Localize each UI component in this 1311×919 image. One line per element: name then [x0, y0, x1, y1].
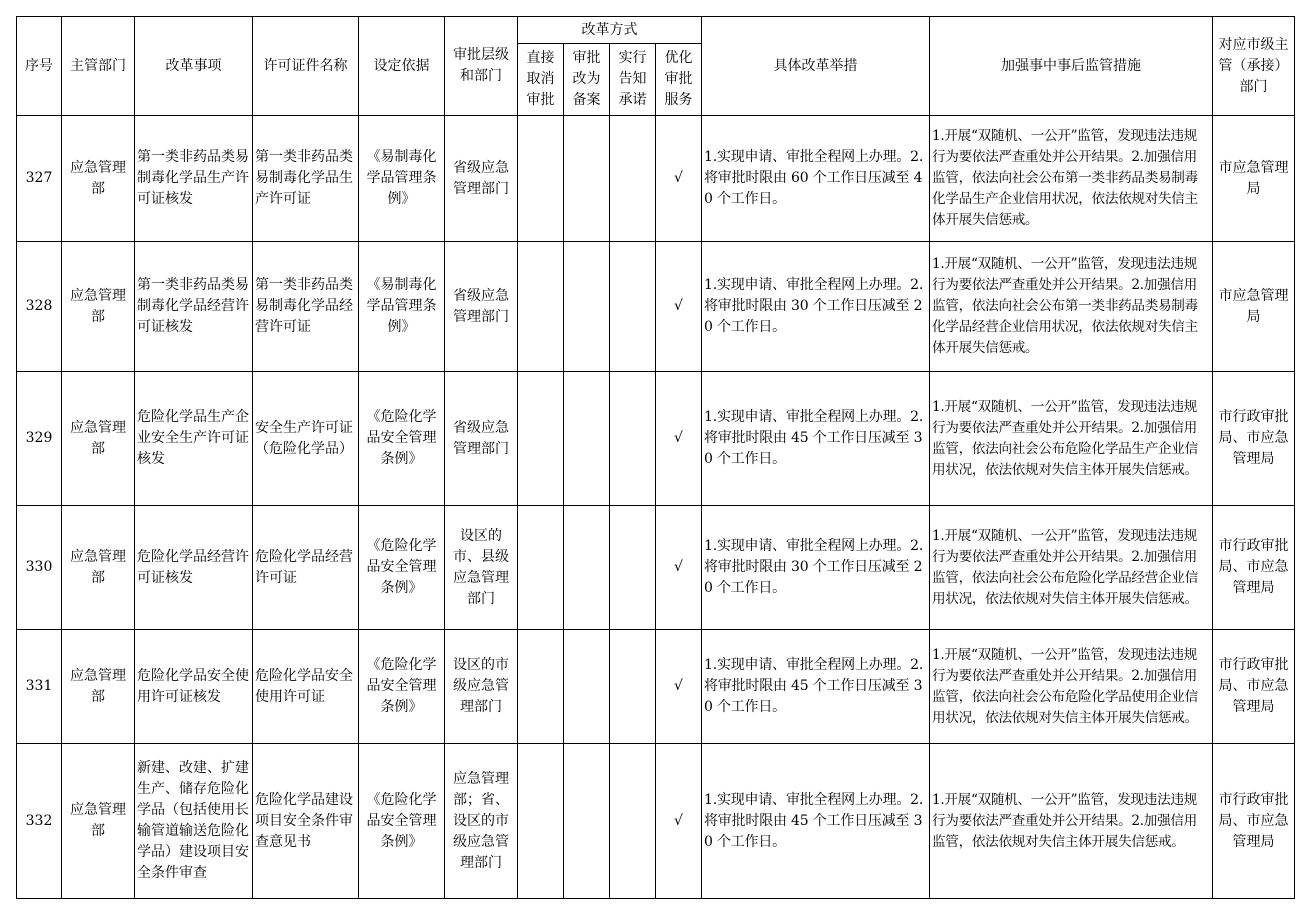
header-seq: 序号 — [17, 17, 62, 116]
check-mark: √ — [656, 744, 702, 899]
cell-level: 省级应急管理部门 — [445, 242, 518, 372]
table-row — [17, 372, 1295, 506]
header-measures: 具体改革举措 — [702, 17, 930, 116]
reform-items-table — [16, 16, 1295, 899]
header-dept: 主管部门 — [62, 17, 135, 116]
cell-dept: 应急管理部 — [62, 506, 135, 630]
cell-measures: 1.实现申请、审批全程网上办理。2.将审批时限由 30 个工作日压减至 20 个工作日。 — [702, 506, 930, 630]
header-method-optimize: 优化审批服务 — [656, 44, 702, 116]
cell-basis: 《危险化学品安全管理条例》 — [359, 744, 445, 899]
cell-method-notify — [610, 506, 656, 630]
cell-seq: 328 — [17, 242, 62, 372]
cell-method-record — [564, 506, 610, 630]
cell-basis: 《易制毒化学品管理条例》 — [359, 242, 445, 372]
cell-method-cancel — [518, 116, 564, 242]
table-row — [17, 242, 1295, 372]
cell-license: 危险化学品经营许可证 — [253, 506, 359, 630]
header-method-cancel: 直接取消审批 — [518, 44, 564, 116]
cell-dept: 应急管理部 — [62, 242, 135, 372]
cell-supervision: 1.开展“双随机、一公开”监管，发现违法违规行为要依法严查重处并公开结果。2.加强信用监管，依法向社会公布危险化学品生产企业信用状况，依法依规对失信主体开展失信惩戒。 — [930, 372, 1213, 506]
cell-item: 第一类非药品类易制毒化学品生产许可证核发 — [135, 116, 253, 242]
cell-method-cancel — [518, 744, 564, 899]
cell-measures: 1.实现申请、审批全程网上办理。2.将审批时限由 45 个工作日压减至 30 个工作日。 — [702, 630, 930, 744]
cell-supervision: 1.开展“双随机、一公开”监管，发现违法违规行为要依法严查重处并公开结果。2.加强信用监管，依法向社会公布危险化学品经营企业信用状况，依法依规对失信主体开展失信惩戒。 — [930, 506, 1213, 630]
cell-dept: 应急管理部 — [62, 630, 135, 744]
cell-level: 应急管理部；省、设区的市级应急管理部门 — [445, 744, 518, 899]
table-row — [17, 506, 1295, 630]
cell-supervision: 1.开展“双随机、一公开”监管，发现违法违规行为要依法严查重处并公开结果。2.加强信用监管，依法向社会公布危险化学品使用企业信用状况，依法依规对失信主体开展失信惩戒。 — [930, 630, 1213, 744]
cell-license: 危险化学品建设项目安全条件审查意见书 — [253, 744, 359, 899]
cell-method-notify — [610, 372, 656, 506]
cell-method-cancel — [518, 372, 564, 506]
cell-city-dept: 市行政审批局、市应急管理局 — [1213, 506, 1295, 630]
cell-dept: 应急管理部 — [62, 744, 135, 899]
cell-basis: 《危险化学品安全管理条例》 — [359, 372, 445, 506]
header-item: 改革事项 — [135, 17, 253, 116]
cell-method-cancel — [518, 506, 564, 630]
cell-city-dept: 市行政审批局、市应急管理局 — [1213, 372, 1295, 506]
table-row — [17, 630, 1295, 744]
cell-dept: 应急管理部 — [62, 372, 135, 506]
check-mark: √ — [656, 372, 702, 506]
cell-measures: 1.实现申请、审批全程网上办理。2.将审批时限由 60 个工作日压减至 40 个工作日。 — [702, 116, 930, 242]
header-method-group: 改革方式 — [518, 17, 702, 44]
cell-license: 第一类非药品类易制毒化学品生产许可证 — [253, 116, 359, 242]
cell-license: 危险化学品安全使用许可证 — [253, 630, 359, 744]
cell-method-record — [564, 372, 610, 506]
header-row-top — [17, 17, 1295, 44]
cell-item: 危险化学品经营许可证核发 — [135, 506, 253, 630]
cell-basis: 《危险化学品安全管理条例》 — [359, 630, 445, 744]
cell-supervision: 1.开展“双随机、一公开”监管，发现违法违规行为要依法严查重处并公开结果。2.加强信用监管，依法依规对失信主体开展失信惩戒。 — [930, 744, 1213, 899]
cell-seq: 331 — [17, 630, 62, 744]
cell-license: 安全生产许可证（危险化学品） — [253, 372, 359, 506]
header-basis: 设定依据 — [359, 17, 445, 116]
cell-dept: 应急管理部 — [62, 116, 135, 242]
cell-city-dept: 市行政审批局、市应急管理局 — [1213, 744, 1295, 899]
cell-city-dept: 市应急管理局 — [1213, 116, 1295, 242]
cell-item: 新建、改建、扩建生产、储存危险化学品（包括使用长输管道输送危险化学品）建设项目安全条件审查 — [135, 744, 253, 899]
cell-seq: 329 — [17, 372, 62, 506]
cell-item: 危险化学品安全使用许可证核发 — [135, 630, 253, 744]
check-mark: √ — [656, 242, 702, 372]
cell-city-dept: 市行政审批局、市应急管理局 — [1213, 630, 1295, 744]
cell-level: 设区的市、县级应急管理部门 — [445, 506, 518, 630]
cell-level: 设区的市级应急管理部门 — [445, 630, 518, 744]
cell-item: 第一类非药品类易制毒化学品经营许可证核发 — [135, 242, 253, 372]
cell-level: 省级应急管理部门 — [445, 372, 518, 506]
check-mark: √ — [656, 630, 702, 744]
cell-method-cancel — [518, 630, 564, 744]
cell-city-dept: 市应急管理局 — [1213, 242, 1295, 372]
header-city-dept: 对应市级主管（承接）部门 — [1213, 17, 1295, 116]
table-row — [17, 744, 1295, 899]
cell-method-notify — [610, 242, 656, 372]
cell-seq: 332 — [17, 744, 62, 899]
cell-item: 危险化学品生产企业安全生产许可证核发 — [135, 372, 253, 506]
table-row — [17, 116, 1295, 242]
header-method-record: 审批改为备案 — [564, 44, 610, 116]
cell-supervision: 1.开展“双随机、一公开”监管，发现违法违规行为要依法严查重处并公开结果。2.加强信用监管，依法向社会公布第一类非药品类易制毒化学品生产企业信用状况，依法依规对失信主体开展失信惩戒。 — [930, 116, 1213, 242]
cell-measures: 1.实现申请、审批全程网上办理。2.将审批时限由 45 个工作日压减至 30 个工作日。 — [702, 372, 930, 506]
cell-method-record — [564, 116, 610, 242]
cell-supervision: 1.开展“双随机、一公开”监管，发现违法违规行为要依法严查重处并公开结果。2.加强信用监管，依法向社会公布第一类非药品类易制毒化学品经营企业信用状况，依法依规对失信主体开展失信惩戒。 — [930, 242, 1213, 372]
cell-basis: 《危险化学品安全管理条例》 — [359, 506, 445, 630]
cell-method-notify — [610, 630, 656, 744]
cell-seq: 330 — [17, 506, 62, 630]
cell-method-record — [564, 744, 610, 899]
header-method-notify: 实行告知承诺 — [610, 44, 656, 116]
cell-method-record — [564, 630, 610, 744]
cell-measures: 1.实现申请、审批全程网上办理。2.将审批时限由 45 个工作日压减至 30 个工作日。 — [702, 744, 930, 899]
cell-seq: 327 — [17, 116, 62, 242]
cell-license: 第一类非药品类易制毒化学品经营许可证 — [253, 242, 359, 372]
cell-level: 省级应急管理部门 — [445, 116, 518, 242]
cell-basis: 《易制毒化学品管理条例》 — [359, 116, 445, 242]
cell-method-notify — [610, 744, 656, 899]
cell-method-cancel — [518, 242, 564, 372]
header-supervision: 加强事中事后监管措施 — [930, 17, 1213, 116]
cell-method-notify — [610, 116, 656, 242]
check-mark: √ — [656, 506, 702, 630]
cell-measures: 1.实现申请、审批全程网上办理。2.将审批时限由 30 个工作日压减至 20 个工作日。 — [702, 242, 930, 372]
header-level: 审批层级和部门 — [445, 17, 518, 116]
check-mark: √ — [656, 116, 702, 242]
header-license: 许可证件名称 — [253, 17, 359, 116]
cell-method-record — [564, 242, 610, 372]
